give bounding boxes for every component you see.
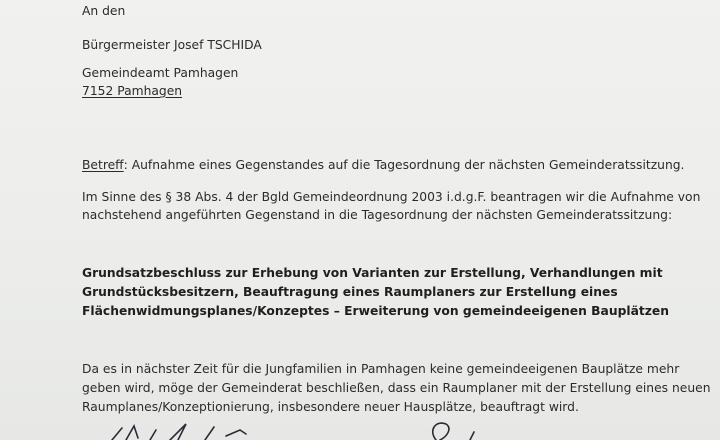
signature-stroke [112,428,122,440]
signature-stroke [205,427,214,440]
address-recipient: Bürgermeister Josef TSCHIDA [82,38,262,52]
signature-stroke [150,430,156,440]
subject-text: : Aufnahme eines Gegenstandes auf die Tagesordnung der nächsten Gemeinderatssitzung. [123,158,685,172]
reason-line-1: Da es in nächster Zeit für die Jungfamilien in Pamhagen keine gemeindeeigenen Bauplätze mehr [82,362,680,376]
subject-label: Betreff [82,158,124,172]
intro-line-2: nachstehend angeführten Gegenstand in die Tagesordnung der nächsten Gemeinderatssitzung: [82,208,673,222]
agenda-item-line-2: Grundstücksbesitzern, Beauftragung eines Raumplaners zur Erstellung eines [82,285,618,299]
signature-stroke [470,432,474,440]
address-line-1: An den [82,4,126,18]
signature-stroke [433,423,449,440]
signature-stroke [226,430,246,436]
intro-line-1: Im Sinne des § 38 Abs. 4 der Bgld Gemeindeordnung 2003 i.d.g.F. beantragen wir die Aufnahme von [82,190,701,204]
signature-stroke [126,426,138,440]
address-office: Gemeindeamt Pamhagen [82,66,239,80]
signature-stroke [170,424,186,440]
agenda-item-line-1: Grundsatzbeschluss zur Erhebung von Varianten zur Erstellung, Verhandlungen mit [82,266,663,280]
reason-line-2: geben wird, möge der Gemeinderat beschließen, dass ein Raumplaner mit der Erstellung eines neuen [82,381,711,395]
agenda-item-line-3: Flächenwidmungsplanes/Konzeptes – Erweiterung von gemeindeeigenen Bauplätzen [82,304,670,318]
reason-line-3: Raumplanes/Konzeptionierung, insbesondere neuer Hausplätze, beauftragt wird. [82,400,579,414]
address-postcode-city: 7152 Pamhagen [82,84,183,98]
